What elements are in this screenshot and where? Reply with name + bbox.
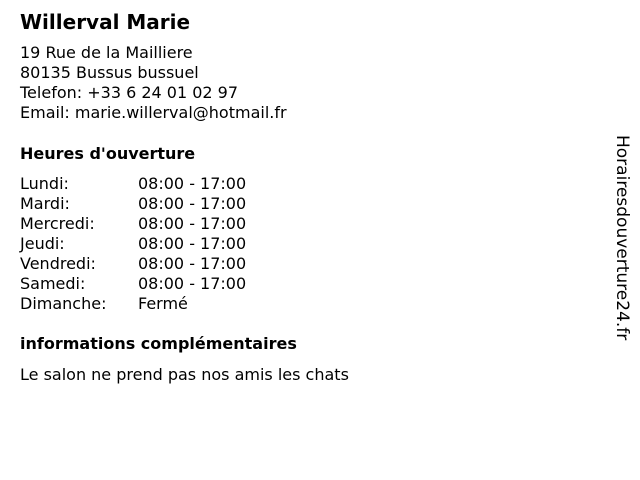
watermark-text: Horairesdouverture24.fr	[612, 135, 632, 341]
hours-time: Fermé	[138, 294, 188, 313]
hours-time: 08:00 - 17:00	[138, 194, 247, 213]
phone-line: Telefon: +33 6 24 01 02 97	[20, 83, 239, 102]
hours-time: 08:00 - 17:00	[138, 214, 247, 233]
hours-day: Mardi:	[20, 194, 70, 213]
email-line: Email: marie.willerval@hotmail.fr	[20, 103, 287, 122]
address-line-2: 80135 Bussus bussuel	[20, 63, 199, 82]
info-text: Le salon ne prend pas nos amis les chats	[20, 365, 349, 384]
hours-time: 08:00 - 17:00	[138, 174, 247, 193]
hours-time: 08:00 - 17:00	[138, 254, 247, 273]
hours-heading: Heures d'ouverture	[20, 144, 196, 163]
info-heading: informations complémentaires	[20, 334, 297, 353]
hours-day: Mercredi:	[20, 214, 95, 233]
hours-time: 08:00 - 17:00	[138, 274, 247, 293]
hours-day: Dimanche:	[20, 294, 107, 313]
hours-time: 08:00 - 17:00	[138, 234, 247, 253]
address-line-1: 19 Rue de la Mailliere	[20, 43, 193, 62]
business-name: Willerval Marie	[20, 10, 191, 34]
hours-day: Jeudi:	[20, 234, 65, 253]
hours-day: Lundi:	[20, 174, 69, 193]
contact-block	[20, 43, 287, 123]
hours-day: Samedi:	[20, 274, 86, 293]
hours-day: Vendredi:	[20, 254, 96, 273]
